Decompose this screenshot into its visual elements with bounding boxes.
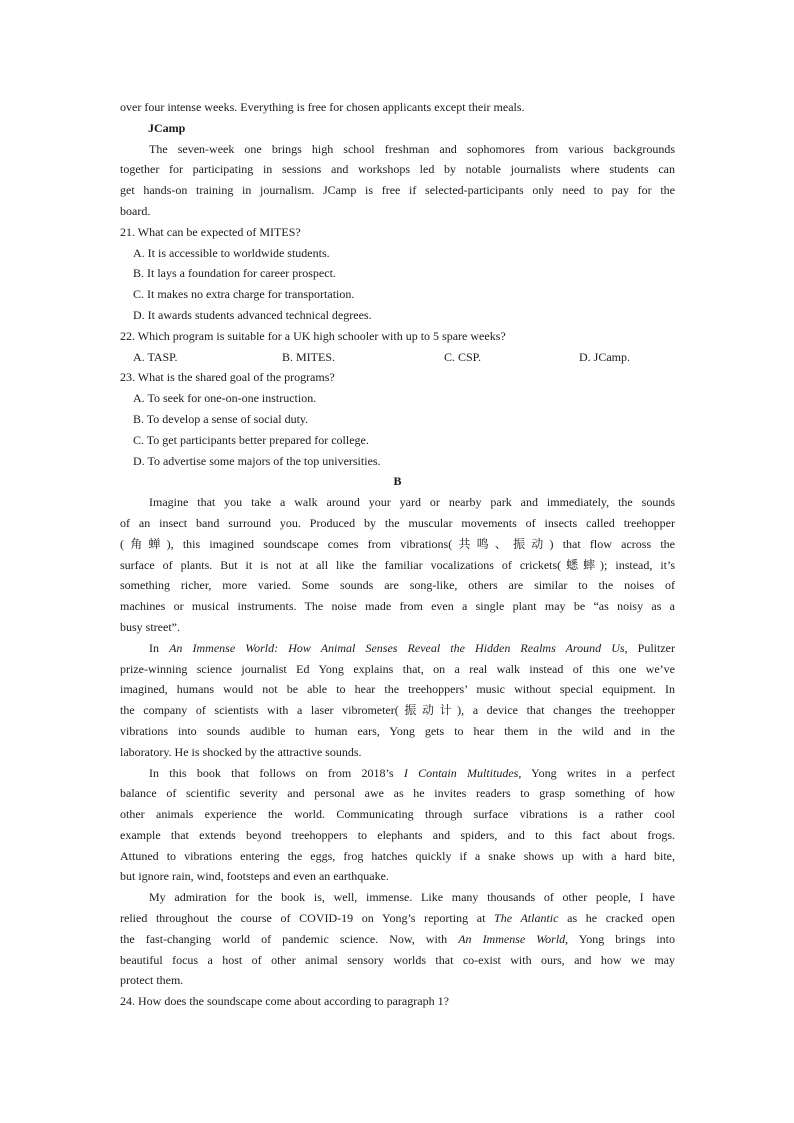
paragraph-line: vibrations into sounds audible to human ears, Yong gets to hear them in the wild and in the — [120, 723, 675, 738]
paragraph-line — [120, 908, 675, 929]
question-24-stem: 24. How does the soundscape come about according to paragraph 1? — [120, 994, 449, 1009]
paragraph-line: The seven-week one brings high school freshman and sophomores from various backgrounds — [149, 141, 675, 156]
option-d: D. It awards students advanced technical degrees. — [133, 307, 372, 322]
option-c: C. It makes no extra charge for transportation. — [133, 287, 355, 302]
text-run: In this book that follows on from 2018’s — [149, 765, 404, 780]
question-stem: 21. What can be expected of MITES? — [120, 224, 301, 239]
jcamp-heading: JCamp — [148, 120, 186, 135]
paragraph-line: prize-winning science journalist Ed Yong explains that, on a real walk instead of this one we’ve — [120, 661, 675, 676]
option-c: C. CSP. — [444, 349, 482, 364]
options-row — [120, 347, 675, 368]
passage-paragraph-3 — [120, 763, 675, 888]
option-a: A. It is accessible to worldwide students. — [133, 245, 330, 260]
option-d: D. JCamp. — [579, 349, 630, 364]
question-stem: 23. What is the shared goal of the programs? — [120, 370, 335, 385]
paragraph-line: imagined, humans would not be able to hear the treehoppers’ music without special equipment. In — [120, 682, 675, 697]
option-b: B. It lays a foundation for career prospect. — [133, 266, 336, 281]
paragraph-line: the company of scientists with a laser vibrometer(振动计), a device that changes the treehopper — [120, 703, 675, 718]
option-b: B. To develop a sense of social duty. — [133, 411, 309, 426]
paragraph-line: laboratory. He is shocked by the attractive sounds. — [120, 744, 362, 759]
publication-title: The Atlantic — [494, 911, 559, 926]
text-run: , Yong writes in a perfect — [518, 765, 676, 780]
paragraph-line: (角蝉), this imagined soundscape comes from vibrations(共鸣、振动) that flow across the — [120, 536, 675, 551]
option-a: A. TASP. — [133, 349, 178, 364]
question-22 — [120, 326, 675, 368]
passage-paragraph-1 — [120, 492, 675, 638]
text-run: relied throughout the course of COVID-19 on Yong’s reporting at — [120, 911, 495, 926]
book-title: I Contain Multitudes — [403, 765, 519, 780]
paragraph-line: something richer, more varied. Some sounds are song-like, others are similar to the noises of — [120, 578, 675, 593]
paragraph-line: protect them. — [120, 973, 184, 988]
question-21 — [120, 222, 675, 326]
paragraph-line: of an insect band surround you. Produced by the muscular movements of insects called treehopper — [120, 515, 675, 530]
option-d: D. To advertise some majors of the top universities. — [133, 453, 381, 468]
question-23 — [120, 367, 675, 471]
paragraph-line: together for participating in sessions and workshops led by notable journalists where students can — [120, 162, 675, 177]
paragraph-line: example that extends beyond treehoppers to elephants and spiders, and to this fact about frogs. — [120, 827, 675, 842]
carryover-line: over four intense weeks. Everything is free for chosen applicants except their meals. — [120, 100, 525, 114]
document-page — [120, 97, 675, 1012]
section-b-label: B — [393, 474, 402, 489]
text-run: , Yong brings into — [565, 931, 675, 946]
paragraph-line: machines or musical instruments. The noise made from even a single plant may be “as noisy as a — [120, 599, 675, 614]
book-title: An Immense World — [458, 931, 566, 946]
jcamp-paragraph — [120, 139, 675, 222]
text-run: the fast-changing world of pandemic science. Now, with — [120, 931, 459, 946]
paragraph-line: other animals experience the world. Communicating through surface vibrations is a rather cool — [120, 807, 675, 822]
paragraph-line — [120, 763, 675, 784]
paragraph-line: Attuned to vibrations entering the eggs, frog hatches quickly if a snake shows up with a hard bite, — [120, 848, 675, 863]
paragraph-line: busy street”. — [120, 619, 180, 634]
paragraph-line: surface of plants. But it is not at all like the familiar vocalizations of crickets(蟋蟀); instead, it’s — [120, 557, 675, 572]
paragraph-line — [120, 638, 675, 659]
paragraph-line: get hands-on training in journalism. JCamp is free if selected-participants only need to pay for the — [120, 183, 675, 198]
text-run: , Pulitzer — [624, 640, 675, 655]
paragraph-line: but ignore rain, wind, footsteps and even an earthquake. — [120, 869, 389, 884]
text-run: In — [149, 640, 170, 655]
option-c: C. To get participants better prepared for college. — [133, 432, 369, 447]
paragraph-line: beautiful focus a host of other animal sensory worlds that co-exist with ours, and how we may — [120, 952, 675, 967]
paragraph-line: balance of scientific severity and personal awe as he invites readers to grasp something of how — [120, 786, 675, 801]
paragraph-line: My admiration for the book is, well, immense. Like many thousands of other people, I have — [149, 890, 675, 905]
passage-paragraph-2 — [120, 638, 675, 763]
paragraph-line: Imagine that you take a walk around your yard or nearby park and immediately, the sounds — [149, 495, 675, 510]
paragraph-line: board. — [120, 203, 151, 218]
option-a: A. To seek for one-on-one instruction. — [133, 391, 317, 406]
passage-paragraph-4 — [120, 887, 675, 991]
book-title: An Immense World: How Animal Senses Reveal the Hidden Realms Around Us — [169, 640, 625, 655]
text-run: as he cracked open — [558, 911, 675, 926]
question-stem: 22. Which program is suitable for a UK high schooler with up to 5 spare weeks? — [120, 328, 506, 343]
option-b: B. MITES. — [282, 349, 336, 364]
paragraph-line — [120, 929, 675, 950]
